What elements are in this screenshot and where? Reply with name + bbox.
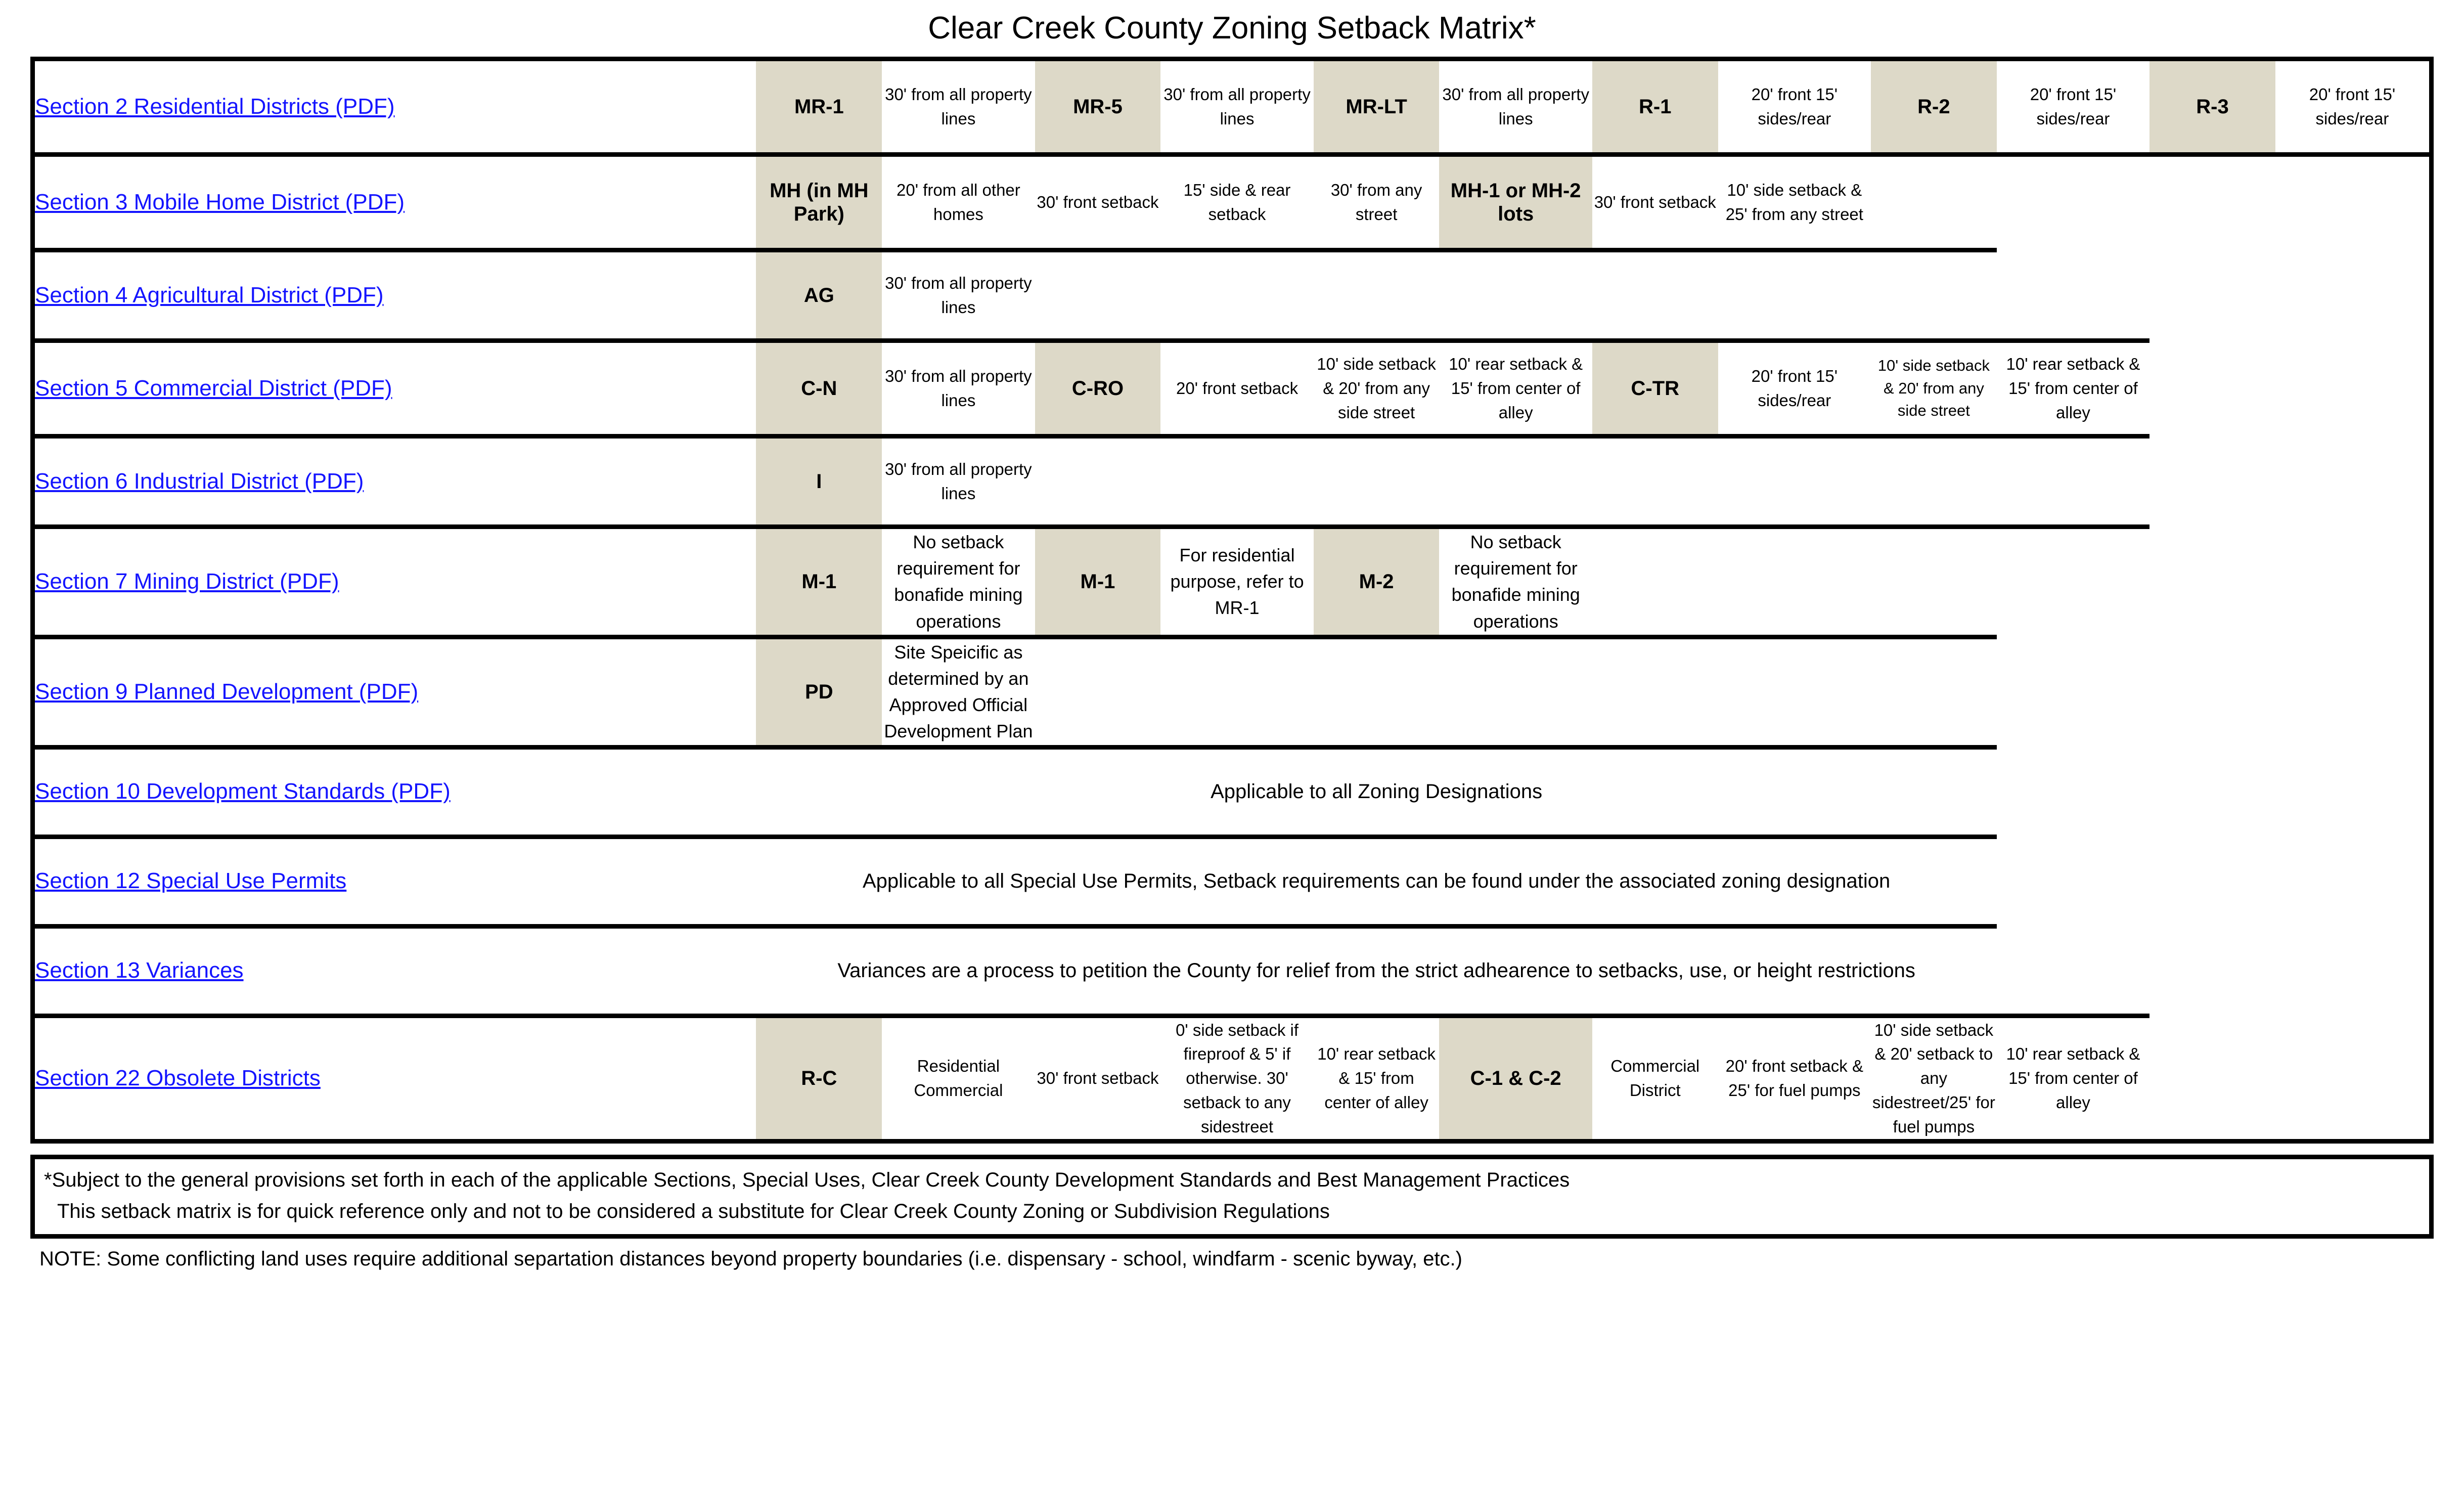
zone-code-pd: PD	[756, 637, 882, 747]
setback-value: For residential purpose, refer to MR-1	[1160, 527, 1313, 637]
setback-value: 20' front 15' sides/rear	[1718, 59, 1871, 155]
setback-value: 30' from all property lines	[1439, 59, 1592, 155]
setback-value: 20' front setback & 25' for fuel pumps	[1718, 1016, 1871, 1141]
setback-value: 10' rear setback & 15' from center of alley	[1997, 341, 2149, 436]
section-link-cell[interactable]	[33, 436, 756, 527]
setback-value: Site Speicific as determined by an Approved Official Development Plan	[882, 637, 1035, 747]
note-line: NOTE: Some conflicting land uses require additional separtation distances beyond property boundaries (i.e. dispensary - school, windfarm - scenic byway, etc.)	[39, 1247, 1462, 1270]
setback-value: 20' front 15' sides/rear	[1997, 59, 2149, 155]
setback-value: No setback requirement for bonafide mining operations	[882, 527, 1035, 637]
setback-value: 0' side setback if fireproof & 5' if otherwise. 30' setback to any sidestreet	[1160, 1016, 1313, 1141]
zone-code-mr-1: MR-1	[756, 59, 882, 155]
zone-code-c-1-c-2: C-1 & C-2	[1439, 1016, 1592, 1141]
zone-code-m-2: M-2	[1314, 527, 1440, 637]
section-link-cell[interactable]	[33, 637, 756, 747]
zone-code-r-3: R-3	[2149, 59, 2275, 155]
setback-matrix-table	[30, 57, 2434, 1144]
setback-value: 10' rear setback & 15' from center of alley	[1439, 341, 1592, 436]
empty-cell	[1035, 436, 2150, 527]
section-link-cell[interactable]	[33, 155, 756, 250]
section-12-link[interactable]: Section 12 Special Use Permits	[35, 868, 347, 894]
setback-value: Commercial District	[1592, 1016, 1718, 1141]
setback-value: 30' from all property lines	[1160, 59, 1313, 155]
section-4-link[interactable]: Section 4 Agricultural District (PDF)	[35, 282, 384, 308]
setback-value: Residential Commercial	[882, 1016, 1035, 1141]
table-row	[33, 155, 2432, 250]
footnote-box	[30, 1155, 2434, 1239]
table-row	[33, 436, 2432, 527]
table-row	[33, 926, 2432, 1016]
setback-value: 20' front 15' sides/rear	[1718, 341, 1871, 436]
setback-value: 30' front setback	[1035, 1016, 1161, 1141]
setback-value: No setback requirement for bonafide mining operations	[1439, 527, 1592, 637]
setback-value: 30' from all property lines	[882, 59, 1035, 155]
zone-code-mh-park: MH (in MH Park)	[756, 155, 882, 250]
section-6-link[interactable]: Section 6 Industrial District (PDF)	[35, 468, 364, 494]
zone-code-c-ro: C-RO	[1035, 341, 1161, 436]
setback-value: 30' from all property lines	[882, 436, 1035, 527]
zone-code-r-1: R-1	[1592, 59, 1718, 155]
setback-value: 10' rear setback & 15' from center of alley	[1314, 1016, 1440, 1141]
zone-code-mr-5: MR-5	[1035, 59, 1161, 155]
table-row	[33, 341, 2432, 436]
setback-value: 20' front setback	[1160, 341, 1313, 436]
setback-value: 15' side & rear setback	[1160, 155, 1313, 250]
row-message: Variances are a process to petition the County for relief from the strict adhearence to setbacks, use, or height restrictions	[756, 926, 1996, 1016]
setback-value: 10' side setback & 20' from any side street	[1314, 341, 1440, 436]
zone-code-r-2: R-2	[1871, 59, 1997, 155]
table-row	[33, 250, 2432, 341]
empty-cell	[1035, 637, 1997, 747]
zone-code-r-c: R-C	[756, 1016, 882, 1141]
setback-value: 20' front 15' sides/rear	[2275, 59, 2432, 155]
section-5-link[interactable]: Section 5 Commercial District (PDF)	[35, 375, 392, 401]
note-box	[30, 1239, 2434, 1273]
section-link-cell[interactable]	[33, 837, 756, 926]
row-message: Applicable to all Zoning Designations	[756, 747, 1996, 837]
section-7-link[interactable]: Section 7 Mining District (PDF)	[35, 569, 339, 594]
zone-code-m-1-a: M-1	[756, 527, 882, 637]
zone-code-mr-lt: MR-LT	[1314, 59, 1440, 155]
table-row	[33, 837, 2432, 926]
setback-value: 10' side setback & 25' from any street	[1718, 155, 1871, 250]
section-link-cell[interactable]	[33, 747, 756, 837]
section-22-link[interactable]: Section 22 Obsolete Districts	[35, 1065, 321, 1090]
zone-code-m-1-b: M-1	[1035, 527, 1161, 637]
section-link-cell[interactable]	[33, 527, 756, 637]
table-row	[33, 747, 2432, 837]
zone-code-i: I	[756, 436, 882, 527]
setback-value: 30' from all property lines	[882, 250, 1035, 341]
section-link-cell[interactable]	[33, 926, 756, 1016]
setback-value: 30' from any street	[1314, 155, 1440, 250]
table-row	[33, 59, 2432, 155]
setback-value: 30' from all property lines	[882, 341, 1035, 436]
empty-cell	[1035, 250, 1997, 341]
section-10-link[interactable]: Section 10 Development Standards (PDF)	[35, 779, 451, 804]
table-row	[33, 527, 2432, 637]
section-13-link[interactable]: Section 13 Variances	[35, 958, 244, 983]
row-message: Applicable to all Special Use Permits, Setback requirements can be found under the associated zoning designation	[756, 837, 1996, 926]
setback-value: 30' front setback	[1035, 155, 1161, 250]
section-link-cell[interactable]	[33, 250, 756, 341]
table-row	[33, 637, 2432, 747]
zone-code-c-n: C-N	[756, 341, 882, 436]
setback-value: 30' front setback	[1592, 155, 1718, 250]
section-link-cell[interactable]	[33, 59, 756, 155]
zone-code-mh-1-mh-2: MH-1 or MH-2 lots	[1439, 155, 1592, 250]
setback-value: 20' from all other homes	[882, 155, 1035, 250]
section-9-link[interactable]: Section 9 Planned Development (PDF)	[35, 679, 419, 704]
footnote-line-1: *Subject to the general provisions set forth in each of the applicable Sections, Special Uses, Clear Creek County Development Standards and Best Management Practices	[44, 1168, 1570, 1191]
section-3-link[interactable]: Section 3 Mobile Home District (PDF)	[35, 189, 405, 214]
section-2-link[interactable]: Section 2 Residential Districts (PDF)	[35, 94, 395, 119]
zone-code-c-tr: C-TR	[1592, 341, 1718, 436]
zone-code-ag: AG	[756, 250, 882, 341]
section-link-cell[interactable]	[33, 341, 756, 436]
table-row	[33, 1016, 2432, 1141]
setback-value: 10' side setback & 20' setback to any sidestreet/25' for fuel pumps	[1871, 1016, 1997, 1141]
section-link-cell[interactable]	[33, 1016, 756, 1141]
footnote-line-2: This setback matrix is for quick reference only and not to be considered a substitute for Clear Creek County Zoning or Subdivision Regulations	[57, 1200, 1330, 1222]
setback-value: 10' rear setback & 15' from center of alley	[1997, 1016, 2149, 1141]
setback-value: 10' side setback & 20' from any side street	[1871, 341, 1997, 436]
page-title: Clear Creek County Zoning Setback Matrix*	[928, 11, 1536, 46]
